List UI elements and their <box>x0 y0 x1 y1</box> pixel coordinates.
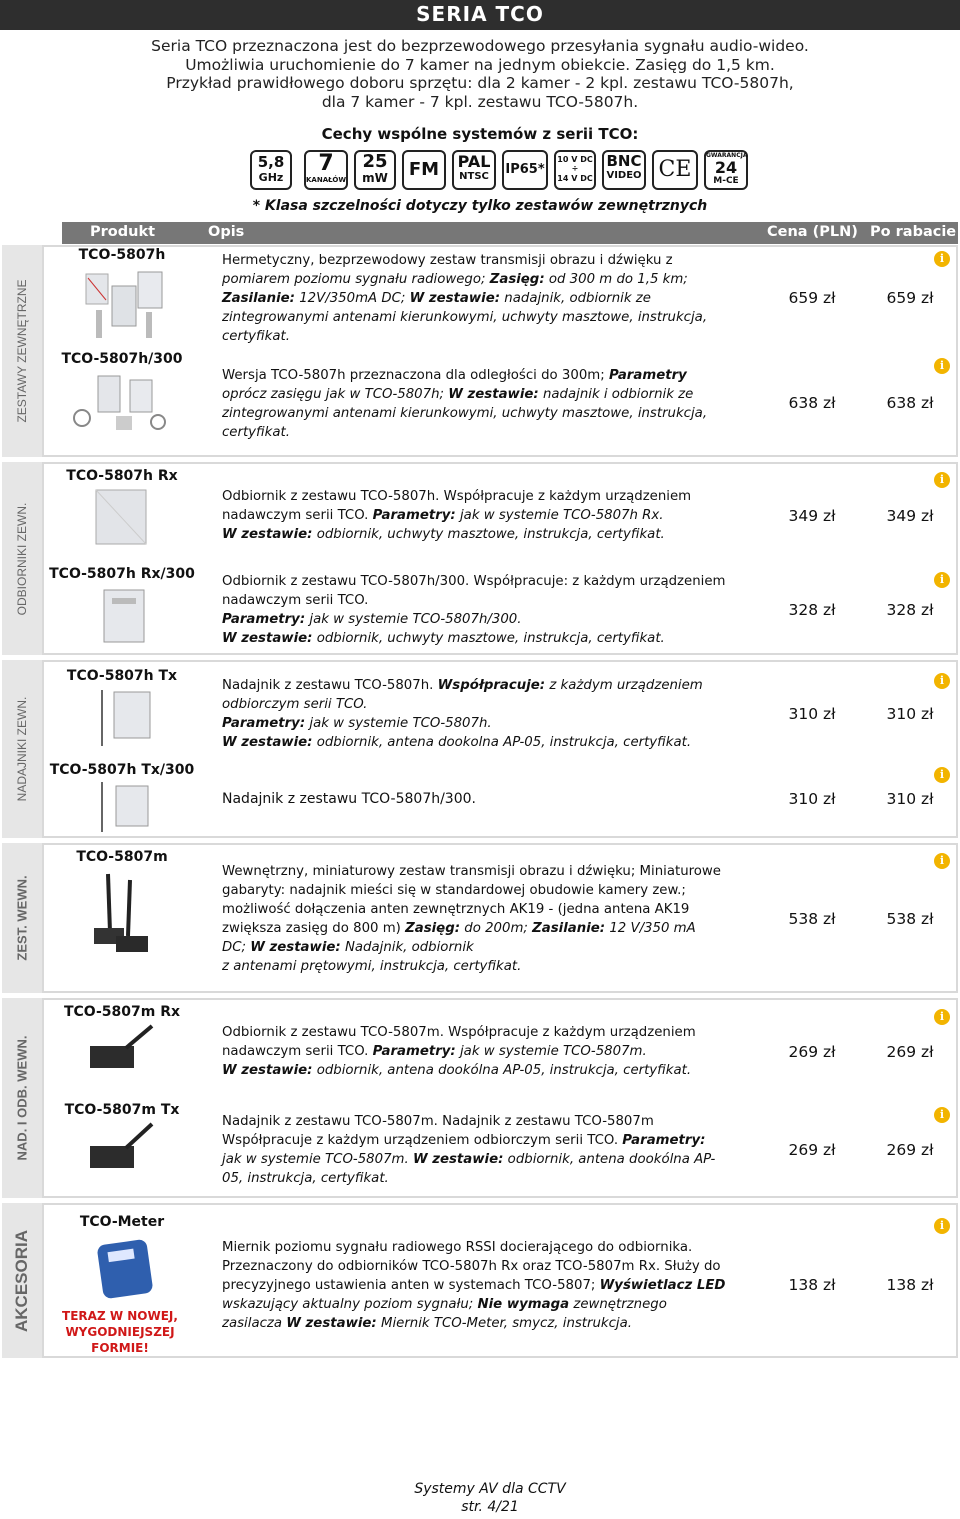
desc-label: W zestawie: <box>222 527 313 542</box>
desc-label: W zestawie: <box>222 631 313 646</box>
info-icon[interactable]: i <box>934 1107 950 1123</box>
desc-text: Nadajnik z zestawu TCO-5807h. <box>222 678 438 693</box>
desc-label: Wyświetlacz LED <box>599 1278 726 1293</box>
price: 638 zł <box>788 394 836 412</box>
power-value: 25 <box>362 151 388 172</box>
features-title: Cechy wspólne systemów z serii TCO: <box>321 125 639 143</box>
section-label-text: NAD. I ODB. WEWN. <box>14 1035 30 1161</box>
sealing-note: * Klasa szczelności dotyczy tylko zestawów zewnętrznych <box>252 198 708 214</box>
desc-label: Parametry: <box>222 612 306 627</box>
info-icon[interactable]: i <box>934 853 950 869</box>
price: 349 zł <box>788 507 836 525</box>
product-image <box>96 586 152 648</box>
desc-text: odbiornik, uchwyty masztowe, instrukcja, certyfikat. <box>312 527 665 542</box>
product-description <box>222 676 742 752</box>
product-description <box>222 251 742 346</box>
desc-label: Zasięg: <box>405 921 461 936</box>
desc-text: odbiornik, antena dookolna AP-05, instrukcja, certyfikat. <box>312 735 692 750</box>
discount-price: 349 zł <box>886 507 934 525</box>
product-image <box>86 870 156 960</box>
warranty-label: GWARANCJA <box>706 152 748 159</box>
product-image <box>96 1236 154 1302</box>
desc-label: Nie wymaga <box>477 1297 570 1312</box>
footer <box>0 1480 960 1516</box>
discount-price: 659 zł <box>886 289 934 307</box>
desc-text: Miernik TCO-Meter, smycz, instrukcja. <box>376 1316 632 1331</box>
desc-text: nadawczym serii TCO. <box>222 1044 373 1059</box>
desc-text: 05, instrukcja, certyfikat. <box>222 1171 389 1186</box>
product-description <box>222 1112 742 1188</box>
voltage-badge <box>554 150 596 190</box>
desc-text: nadawczym serii TCO. <box>222 508 373 523</box>
desc-text: Nadajnik z zestawu TCO-5807h/300. <box>222 791 476 807</box>
price: 659 zł <box>788 289 836 307</box>
desc-label: Parametry: <box>372 508 456 523</box>
product-description <box>222 862 742 976</box>
desc-text: od 300 m do 1,5 km; <box>544 272 688 287</box>
info-icon[interactable]: i <box>934 358 950 374</box>
warranty-type: M-CE <box>713 176 739 186</box>
ntsc-label: NTSC <box>459 171 489 182</box>
discount-price: 538 zł <box>886 910 934 928</box>
section-label-odbiorniki-zewn <box>2 462 42 655</box>
section-label-text: ZEST. WEWN. <box>14 875 30 961</box>
ghz-unit: GHz <box>258 171 284 184</box>
promo-line: WYGODNIEJSZEJ <box>65 1325 175 1339</box>
desc-text: 12V/350mA DC; <box>294 291 410 306</box>
ip65-badge: IP65* <box>502 150 548 190</box>
voltage-max: 14 V DC <box>557 174 593 183</box>
desc-label: Zasilanie: <box>532 921 606 936</box>
section-label-zestawy-zewnetrzne <box>2 245 42 457</box>
info-icon[interactable]: i <box>934 472 950 488</box>
video-label: VIDEO <box>606 170 642 181</box>
desc-text: jak w systemie TCO-5807h/300. <box>305 612 522 627</box>
desc-text: Przeznaczony do odbiorników TCO-5807h Rx oraz TCO-5807m Rx. Służy do <box>222 1259 721 1274</box>
product-name[interactable]: TCO-Meter <box>79 1214 165 1230</box>
info-icon[interactable]: i <box>934 1009 950 1025</box>
section-label-text: AKCESORIA <box>12 1229 31 1332</box>
desc-text: pomiarem poziomu sygnału radiowego; <box>222 272 490 287</box>
product-image <box>70 372 170 434</box>
desc-text: możliwość dołączenia anten zewnętrznych AK19 - (jedna antena AK19 <box>222 902 690 917</box>
page-title: SERIA TCO <box>416 2 544 26</box>
desc-text: jak w systemie TCO-5807h Rx. <box>455 508 664 523</box>
header-produkt: Produkt <box>90 224 156 240</box>
desc-text: Odbiornik z zestawu TCO-5807m. Współpracuje z każdym urządzeniem <box>222 1025 696 1040</box>
ghz-value: 5,8 <box>257 153 285 171</box>
desc-label: W zestawie: <box>222 1063 313 1078</box>
product-name[interactable]: TCO-5807h Tx <box>66 668 178 684</box>
desc-label: Współpracuje: <box>437 678 546 693</box>
desc-text: z każdym urządzeniem <box>545 678 703 693</box>
desc-text: nadajnik i odbiornik ze <box>538 387 694 402</box>
product-name[interactable]: TCO-5807m Rx <box>63 1004 181 1020</box>
channels-unit: KANAŁÓW <box>306 176 347 184</box>
product-name[interactable]: TCO-5807m Tx <box>64 1102 180 1118</box>
warranty-badge <box>704 150 748 190</box>
price: 538 zł <box>788 910 836 928</box>
desc-label: W zestawie: <box>250 940 341 955</box>
discount-price: 138 zł <box>886 1276 934 1294</box>
intro-line: Seria TCO przeznaczona jest do bezprzewodowego przesyłania sygnału audio-wideo. <box>151 37 809 55</box>
intro-line: dla 7 kamer - 7 kpl. zestawu TCO-5807h. <box>321 92 639 111</box>
product-name[interactable]: TCO-5807h/300 <box>61 351 183 367</box>
power-badge <box>354 150 396 190</box>
desc-label: Zasięg: <box>489 272 545 287</box>
desc-label: Zasilanie: <box>222 291 295 306</box>
product-image <box>90 782 160 834</box>
promo-line: FORMIE! <box>91 1341 149 1355</box>
pal-label: PAL <box>457 152 491 171</box>
section-label-zest-wewn <box>2 843 42 993</box>
product-description <box>222 366 742 442</box>
desc-text: nadawczym serii TCO. <box>222 593 369 608</box>
desc-text: Odbiornik z zestawu TCO-5807h. Współpracuje z każdym urządzeniem <box>222 489 692 504</box>
discount-price: 269 zł <box>886 1043 934 1061</box>
bnc-label: BNC <box>606 152 642 170</box>
ce-badge: CE <box>652 150 698 190</box>
desc-label: W zestawie: <box>286 1316 377 1331</box>
section-label-nad-odb-wewn <box>2 998 42 1198</box>
desc-text: odbiornik, antena dookólna AP-05, instrukcja, certyfikat. <box>312 1063 692 1078</box>
desc-text: precyzyjnego ustawienia anten w systemach TCO-5807; <box>222 1278 600 1293</box>
desc-text: oprócz zasięgu jak w TCO-5807h; <box>222 387 449 402</box>
product-description <box>222 1238 742 1333</box>
desc-text: z antenami prętowymi, instrukcja, certyfikat. <box>222 959 522 974</box>
desc-text: certyfikat. <box>222 425 290 440</box>
warranty-months: 24 <box>714 158 738 177</box>
product-description <box>222 487 742 544</box>
price: 328 zł <box>788 601 836 619</box>
pal-badge <box>452 150 496 190</box>
desc-text: Odbiornik z zestawu TCO-5807h/300. Współpracuje: z każdym urządzeniem <box>222 574 726 589</box>
desc-text: jak w systemie TCO-5807m. <box>455 1044 647 1059</box>
desc-text: Hermetyczny, bezprzewodowy zestaw transmisji obrazu i dźwięku z <box>222 253 673 268</box>
section-label-nadajniki-zewn <box>2 660 42 838</box>
product-description <box>222 790 742 809</box>
price: 269 zł <box>788 1141 836 1159</box>
title-bar <box>0 0 960 30</box>
desc-label: W zestawie: <box>409 291 501 306</box>
section-label-text: ZESTAWY ZEWNĘTRZNE <box>15 279 29 423</box>
header-opis: Opis <box>208 224 245 240</box>
product-name[interactable]: TCO-5807h Rx <box>66 468 178 484</box>
section-label-text: ODBIORNIKI ZEWN. <box>15 502 29 615</box>
desc-label: W zestawie: <box>222 735 313 750</box>
header-po-rabacie: Po rabacie <box>870 224 957 240</box>
desc-text: Nadajnik z zestawu TCO-5807m. Nadajnik z zestawu TCO-5807m <box>222 1114 654 1129</box>
desc-label: W zestawie: <box>448 387 539 402</box>
info-icon[interactable]: i <box>934 1218 950 1234</box>
desc-text: jak w systemie TCO-5807m. <box>222 1152 413 1167</box>
desc-label: Parametry: <box>372 1044 456 1059</box>
intro-line: Umożliwia uruchomienie do 7 kamer na jednym obiekcie. Zasięg do 1,5 km. <box>185 55 775 74</box>
desc-label: Parametry: <box>222 716 306 731</box>
desc-text: Miernik poziomu sygnału radiowego RSSI docierającego do odbiornika. <box>222 1240 693 1255</box>
product-image <box>90 488 154 548</box>
voltage-range: ÷ <box>571 164 579 173</box>
discount-price: 310 zł <box>886 705 934 723</box>
bnc-badge <box>602 150 646 190</box>
desc-text: Wersja TCO-5807h przeznaczona dla odległości do 300m; <box>222 368 609 383</box>
desc-text: jak w systemie TCO-5807h. <box>305 716 492 731</box>
ghz-badge <box>250 150 292 190</box>
product-image <box>86 1122 158 1176</box>
product-image <box>90 688 160 748</box>
price: 138 zł <box>788 1276 836 1294</box>
section-label-text: NADAJNIKI ZEWN. <box>15 696 29 802</box>
product-description <box>222 1023 742 1080</box>
discount-price: 310 zł <box>886 790 934 808</box>
info-icon[interactable]: i <box>934 767 950 783</box>
desc-text: odbiorczym serii TCO. <box>222 697 368 712</box>
desc-text: zewnętrznego <box>569 1297 667 1312</box>
fm-badge: FM <box>402 150 446 190</box>
section-label-akcesoria <box>2 1203 42 1358</box>
header-cena: Cena (PLN) <box>767 224 858 240</box>
product-name[interactable]: TCO-5807h Tx/300 <box>49 762 195 778</box>
desc-text: certyfikat. <box>222 329 290 344</box>
desc-text: Nadajnik, odbiornik <box>340 940 474 955</box>
product-name[interactable]: TCO-5807h Rx/300 <box>49 566 195 582</box>
price: 310 zł <box>788 705 836 723</box>
discount-price: 638 zł <box>886 394 934 412</box>
promo-label <box>60 1308 180 1356</box>
desc-text: do 200m; <box>460 921 533 936</box>
discount-price: 328 zł <box>886 601 934 619</box>
power-unit: mW <box>362 171 388 185</box>
promo-line: TERAZ W NOWEJ, <box>62 1309 178 1323</box>
desc-text: zasilacza <box>222 1316 287 1331</box>
desc-text: odbiornik, uchwyty masztowe, instrukcja, certyfikat. <box>312 631 665 646</box>
intro-line: Przykład prawidłowego doboru sprzętu: dla 2 kamer - 2 kpl. zestawu TCO-5807h, <box>166 74 794 92</box>
desc-text: zintegrowanymi antenami kierunkowymi, uchwyty masztowe, instrukcja, <box>222 310 708 325</box>
price: 269 zł <box>788 1043 836 1061</box>
intro-text <box>100 37 860 111</box>
desc-text: gabaryty: nadajnik mieści się w standardowej obudowie kamery zew.; <box>222 883 686 898</box>
product-image <box>86 1024 158 1078</box>
desc-text: Współpracuje z każdym urządzeniem odbiorczym serii TCO. <box>222 1133 623 1148</box>
info-icon[interactable]: i <box>934 251 950 267</box>
product-name[interactable]: TCO-5807h <box>78 247 166 263</box>
info-icon[interactable]: i <box>934 673 950 689</box>
desc-text: Wewnętrzny, miniaturowy zestaw transmisji obrazu i dźwięku; Miniaturowe <box>222 864 721 879</box>
channels-badge <box>304 150 348 190</box>
page-number: str. 4/21 <box>461 1499 519 1515</box>
desc-text: DC; <box>222 940 251 955</box>
channels-value: 7 <box>318 151 334 176</box>
product-image <box>82 266 166 346</box>
product-description <box>222 572 742 648</box>
footer-title: Systemy AV dla CCTV <box>414 1481 566 1497</box>
info-icon[interactable]: i <box>934 572 950 588</box>
product-name[interactable]: TCO-5807m <box>76 849 168 865</box>
desc-label: Parametry <box>608 368 687 383</box>
desc-text: wskazujący aktualny poziom sygnału; <box>222 1297 478 1312</box>
desc-label: W zestawie: <box>412 1152 504 1167</box>
table-header <box>62 222 958 244</box>
desc-text: nadajnik, odbiornik ze <box>500 291 651 306</box>
voltage-min: 10 V DC <box>557 155 593 164</box>
desc-text: 12 V/350 mA <box>605 921 696 936</box>
desc-text: odbiornik, antena dookólna AP- <box>503 1152 716 1167</box>
desc-text: zintegrowanymi antenami kierunkowymi, uchwyty masztowe, instrukcja, <box>222 406 708 421</box>
desc-label: Parametry: <box>622 1133 706 1148</box>
discount-price: 269 zł <box>886 1141 934 1159</box>
price: 310 zł <box>788 790 836 808</box>
desc-text: zwiększa zasięg do 800 m) <box>222 921 406 936</box>
